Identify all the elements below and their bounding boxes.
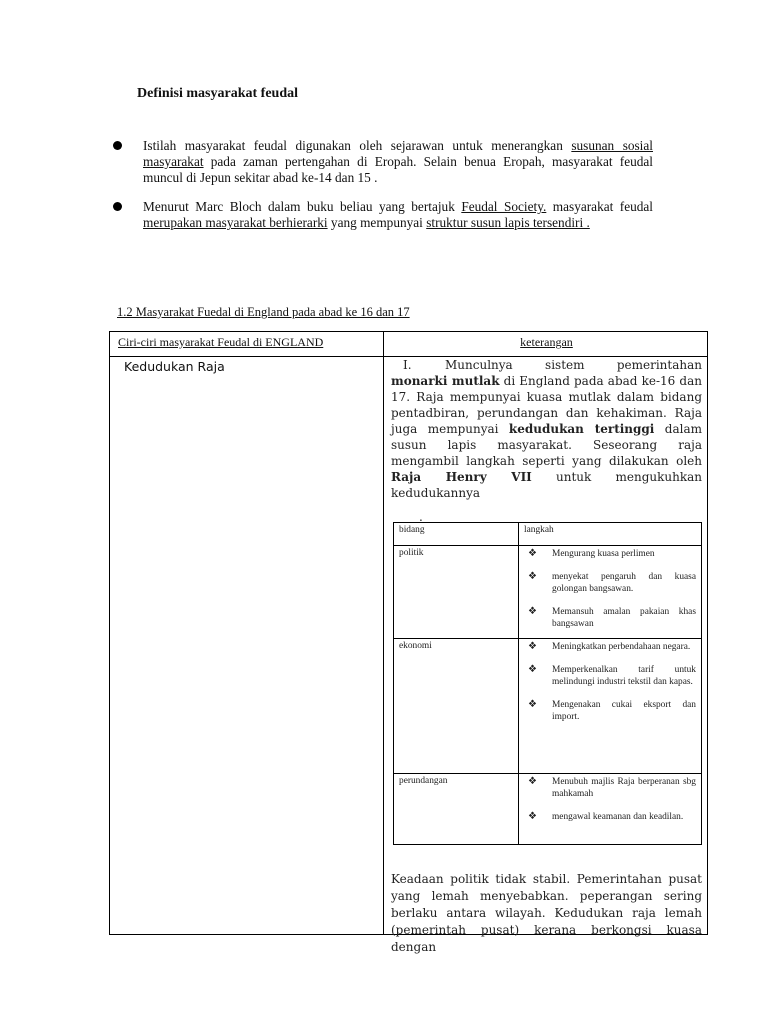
para-bold-text: Raja Henry VII (391, 470, 532, 484)
row-label: Kedudukan Raja (124, 359, 225, 374)
bullet-text: masyarakat feudal (546, 199, 654, 214)
bidang-cell: politik (394, 546, 519, 639)
document-title: Definisi masyarakat feudal (137, 86, 298, 101)
para-bold-text: kedudukan tertinggi (508, 422, 655, 436)
step-item (524, 664, 696, 688)
table-row (394, 774, 702, 845)
langkah-cell (519, 546, 702, 639)
column-divider (383, 332, 384, 934)
para-text: di England pada abad ke-16 dan 17. Raja mempunyai kuasa mutlak dalam bidang pentadbiran, perundangan dan kehakiman. Raja juga mempunyai (391, 374, 703, 436)
table-row (394, 639, 702, 774)
step-text: Memperkenalkan tarif untuk melindungi industri tekstil dan kapas. (552, 665, 696, 687)
bullet-text: Istilah masyarakat feudal digunakan oleh sejarawan untuk menerangkan (143, 138, 572, 153)
step-item (524, 571, 696, 595)
section-title: 1.2 Masyarakat Fuedal di England pada abad ke 16 dan 17 (117, 305, 410, 319)
description-cell (391, 357, 702, 525)
diamond-bullet-icon: ❖ (528, 664, 537, 675)
inner-table (393, 522, 702, 845)
step-text: Meningkatkan perbendahaan negara. (552, 642, 691, 652)
bidang-cell: ekonomi (394, 639, 519, 774)
bullet-underline-text: merupakan masyarakat berhierarki (143, 215, 328, 230)
step-text: Mengurang kuasa perlimen (552, 549, 655, 559)
para-text: Munculnya sistem pemerintahan (445, 358, 702, 372)
step-item (524, 776, 696, 800)
bullet-underline-text: struktur susun lapis tersendiri . (426, 215, 590, 230)
bullet-text: Menurut Marc Bloch dalam buku beliau yang bertajuk (143, 199, 462, 214)
step-text: Memansuh amalan pakaian khas bangsawan (552, 607, 696, 629)
diamond-bullet-icon: ❖ (528, 699, 537, 710)
header-right: keterangan (520, 335, 573, 349)
step-item (524, 699, 696, 723)
bullet-list (113, 138, 653, 244)
langkah-cell (519, 639, 702, 774)
table-header-row (110, 332, 707, 357)
step-text: mengawal keamanan dan keadilan. (552, 812, 684, 822)
step-text: Mengenakan cukai eksport dan import. (552, 700, 696, 722)
diamond-bullet-icon: ❖ (528, 571, 537, 582)
step-text: Menubuh majlis Raja berperanan sbg mahkamah (552, 777, 696, 799)
step-item (524, 811, 696, 823)
inner-header-row (394, 523, 702, 546)
para-bold-text: monarki mutlak (391, 374, 500, 388)
table-row (394, 546, 702, 639)
bullet-item (113, 138, 653, 186)
inner-header-bidang: bidang (394, 523, 519, 546)
step-text: menyekat pengaruh dan kuasa golongan bangsawan. (552, 572, 696, 594)
para-text: dalam susun lapis masyarakat. Seseorang raja mengambil langkah seperti yang dilakukan oleh (391, 422, 702, 468)
paragraph-number: I. (403, 358, 412, 372)
langkah-cell (519, 774, 702, 845)
step-item (524, 606, 696, 630)
diamond-bullet-icon: ❖ (528, 776, 537, 787)
bidang-cell: perundangan (394, 774, 519, 845)
paragraph-1 (391, 357, 702, 501)
header-left: Ciri-ciri masyarakat Feudal di ENGLAND (118, 335, 324, 349)
feudal-table (109, 331, 708, 954)
bullet-dot-icon (113, 202, 122, 211)
bullet-underline-text: susunan sosial masyarakat (143, 138, 653, 169)
step-item (524, 641, 696, 653)
bullet-text: pada zaman pertengahan di Eropah. Selain benua Eropah, masyarakat feudal muncul di Jepun sekitar abad ke-14 dan 15 . (143, 154, 653, 185)
bullet-underline-text: Feudal Society. (461, 199, 547, 214)
para-text: untuk mengukuhkan kedudukannya (391, 470, 702, 500)
bullet-item (113, 199, 653, 231)
step-item (524, 548, 696, 560)
diamond-bullet-icon: ❖ (528, 811, 537, 822)
paragraph-2: Keadaan politik tidak stabil. Pemerintahan pusat yang lemah menyebabkan. peperangan sering berlaku antara wilayah. Kedudukan raja lemah (pemerintah pusat) kerana berkongsi kuasa dengan (391, 872, 702, 954)
diamond-bullet-icon: ❖ (528, 606, 537, 617)
diamond-bullet-icon: ❖ (528, 641, 537, 652)
diamond-bullet-icon: ❖ (528, 548, 537, 559)
bullet-text: yang mempunyai (327, 215, 427, 230)
dot-line: . (419, 510, 423, 524)
inner-header-langkah: langkah (519, 523, 702, 546)
bullet-dot-icon (113, 141, 122, 150)
